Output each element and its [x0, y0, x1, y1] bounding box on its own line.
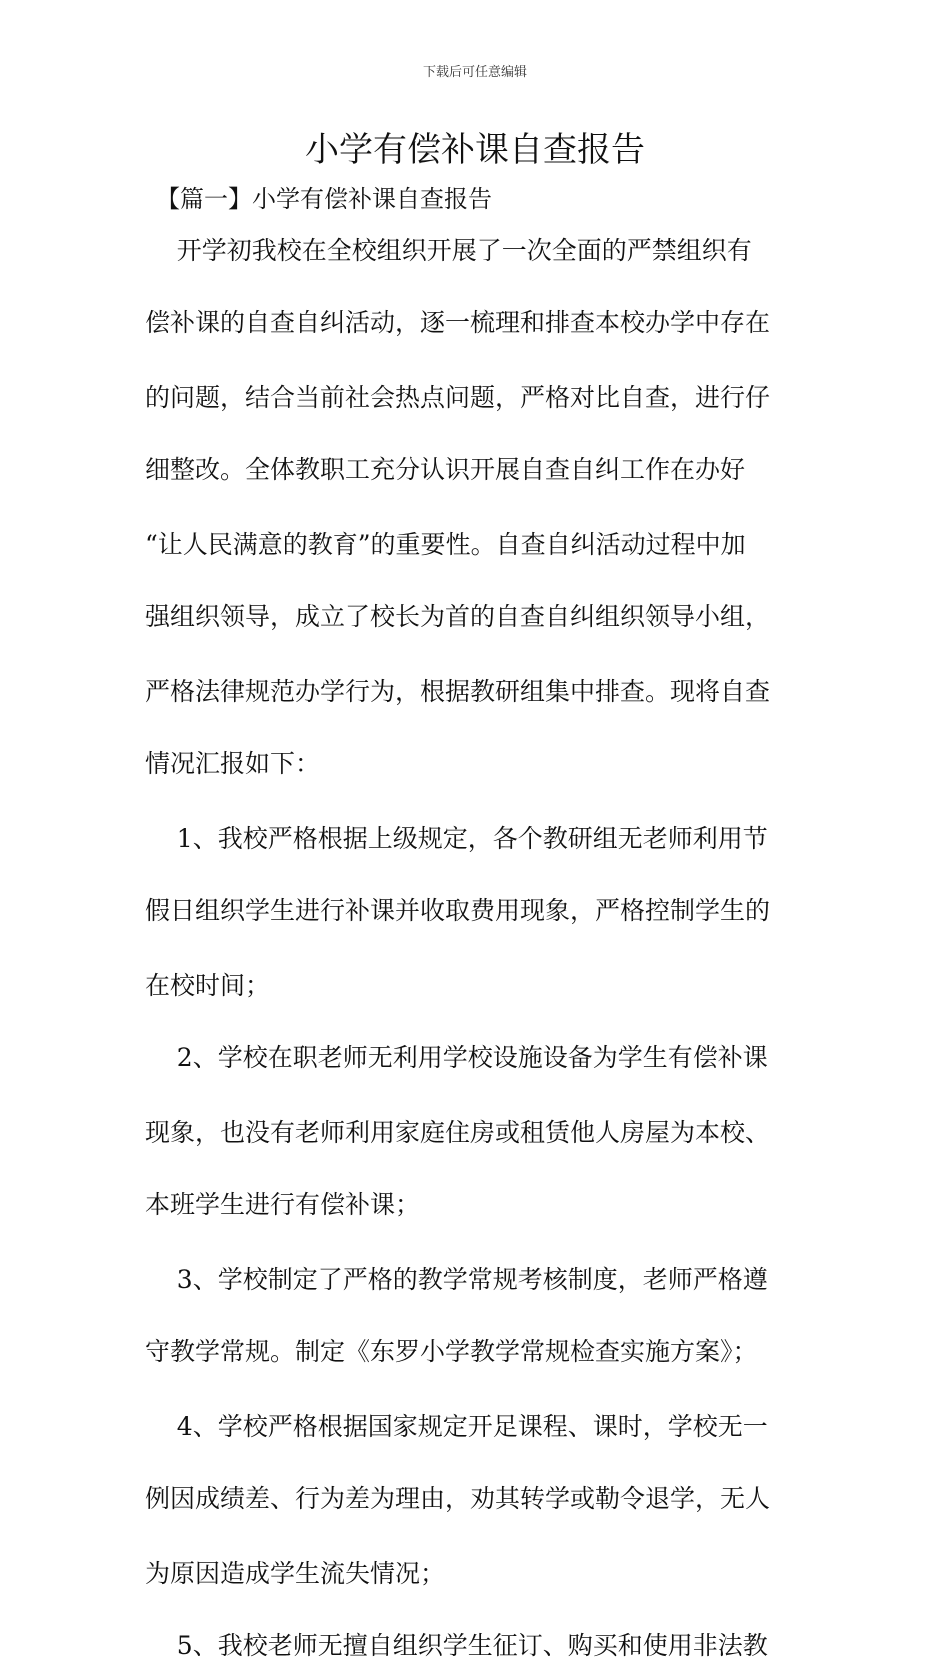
text-line: “让人民满意的教育”的重要性。自查自纠活动过程中加 [145, 530, 746, 559]
text-line: 2、学校在职老师无利用学校设施设备为学生有偿补课 [145, 1043, 768, 1072]
document-body [145, 231, 815, 1666]
text-line: 5、我校老师无擅自组织学生征订、购买和使用非法教 [145, 1631, 768, 1660]
text-line: 强组织领导，成立了校长为首的自查自纠组织领导小组， [145, 602, 771, 631]
section-heading: 【篇一】小学有偿补课自查报告 [156, 185, 492, 213]
text-line: 本班学生进行有偿补课； [145, 1190, 421, 1219]
text-line: 情况汇报如下： [145, 749, 321, 778]
text-line: 的问题，结合当前社会热点问题，严格对比自查，进行仔 [145, 383, 771, 412]
list-item-5 [145, 1626, 815, 1666]
text-line: 守教学常规。制定《东罗小学教学常规检查实施方案》； [145, 1337, 758, 1366]
text-line: 4、学校严格根据国家规定开足课程、课时，学校无一 [145, 1412, 768, 1441]
text-line: 例因成绩差、行为差为理由，劝其转学或勒令退学，无人 [145, 1484, 771, 1513]
text-line: 为原因造成学生流失情况； [145, 1559, 446, 1588]
intro-paragraph [145, 231, 815, 819]
text-line: 严格法律规范办学行为，根据教研组集中排查。现将自查 [145, 677, 771, 706]
document-title: 小学有偿补课自查报告 [305, 130, 645, 170]
text-line: 3、学校制定了严格的教学常规考核制度，老师严格遵 [145, 1265, 768, 1294]
list-item-3 [145, 1260, 815, 1407]
text-line: 假日组织学生进行补课并收取费用现象，严格控制学生的 [145, 896, 771, 925]
list-item-4 [145, 1407, 815, 1626]
text-line: 现象，也没有老师利用家庭住房或租赁他人房屋为本校、 [145, 1118, 771, 1147]
page-header-note: 下载后可任意编辑 [422, 65, 527, 80]
list-item-1 [145, 819, 815, 1038]
text-line: 细整改。全体教职工充分认识开展自查自纠工作在办好 [145, 455, 746, 484]
text-line: 开学初我校在全校组织开展了一次全面的严禁组织有 [145, 236, 752, 265]
text-line: 1、我校严格根据上级规定，各个教研组无老师利用节 [145, 824, 768, 853]
text-line: 偿补课的自查自纠活动，逐一梳理和排查本校办学中存在 [145, 308, 771, 337]
text-line: 在校时间； [145, 971, 271, 1000]
list-item-2 [145, 1038, 815, 1260]
